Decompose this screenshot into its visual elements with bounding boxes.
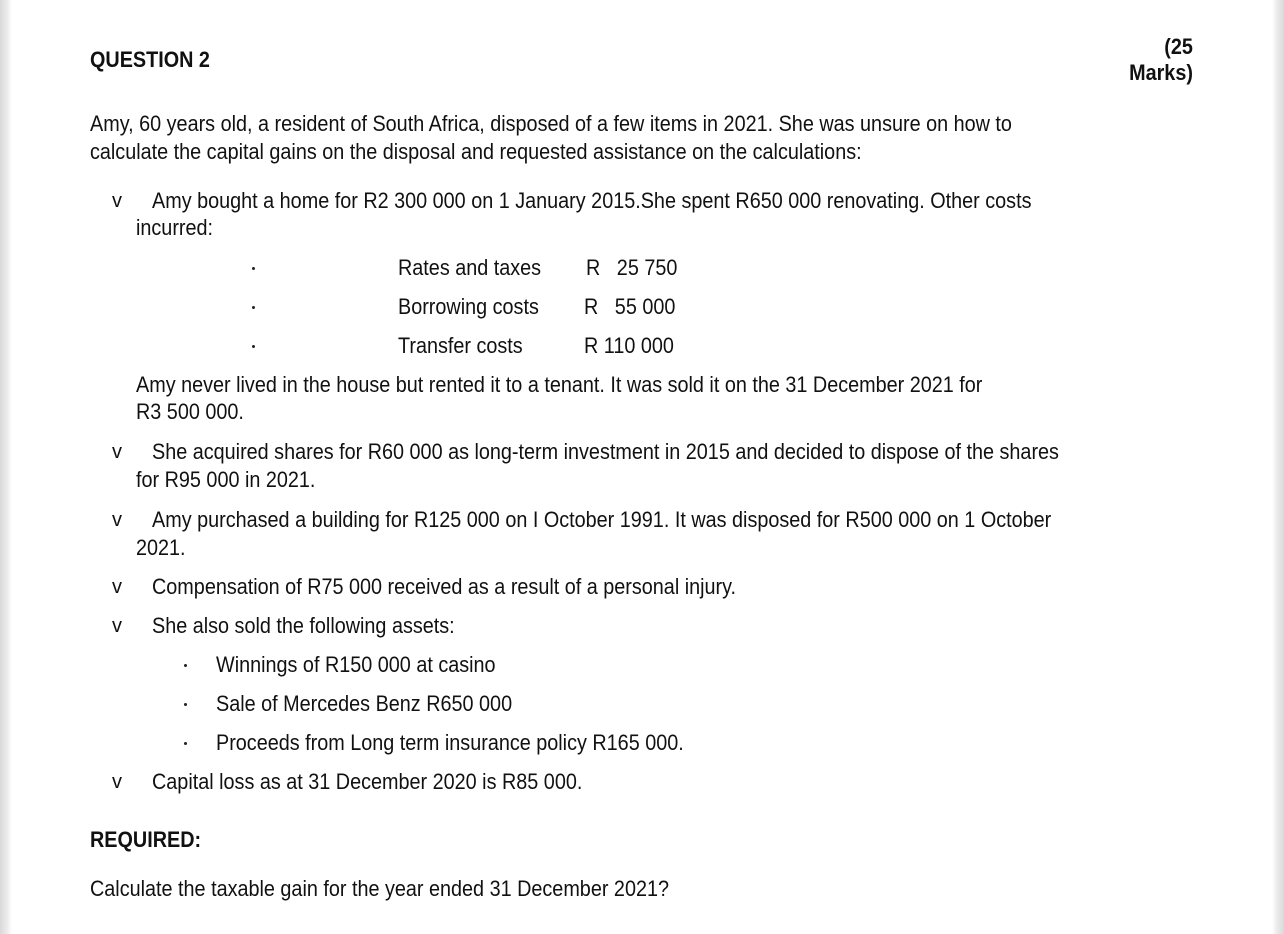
capital-loss-text: Capital loss as at 31 December 2020 is R85 000. [152, 769, 583, 794]
bullet-dot [184, 664, 187, 667]
asset-item: Winnings of R150 000 at casino [216, 652, 496, 677]
rented-line-1: Amy never lived in the house but rented it to a tenant. It was sold it on the 31 December 2021 for [136, 372, 983, 397]
bullet-marker: v [112, 771, 122, 793]
marks-line-1: (25 [1164, 34, 1193, 59]
bullet-marker: v [112, 509, 122, 531]
building-line-2: 2021. [136, 535, 186, 560]
home-line-1: Amy bought a home for R2 300 000 on 1 January 2015.She spent R650 000 renovating. Other costs [152, 188, 1032, 213]
home-line-2: incurred: [136, 215, 214, 240]
rented-line-2: R3 500 000. [136, 399, 244, 424]
bullet-marker: v [112, 190, 122, 212]
cost-value: R 110 000 [584, 333, 674, 358]
bullet-dot [252, 345, 255, 348]
bullet-dot [252, 267, 255, 270]
bullet-marker: v [112, 441, 122, 463]
assets-intro: She also sold the following assets: [152, 613, 455, 638]
intro-line-1: Amy, 60 years old, a resident of South Africa, disposed of a few items in 2021. She was unsure on how to [90, 111, 1012, 136]
marks-line-2: Marks) [1129, 60, 1193, 85]
bullet-dot [184, 703, 187, 706]
page-edge-left [0, 0, 12, 934]
question-title: QUESTION 2 [90, 47, 210, 72]
page-edge-right [1272, 0, 1284, 934]
cost-label: Transfer costs [398, 333, 523, 358]
cost-label: Rates and taxes [398, 255, 542, 280]
shares-line-1: She acquired shares for R60 000 as long-term investment in 2015 and decided to dispose of the shares [152, 439, 1059, 464]
required-text: Calculate the taxable gain for the year ended 31 December 2021? [90, 876, 669, 901]
cost-value: R 55 000 [584, 294, 676, 319]
building-line-1: Amy purchased a building for R125 000 on I October 1991. It was disposed for R500 000 on 1 October [152, 507, 1052, 532]
required-heading: REQUIRED: [90, 827, 202, 852]
cost-value: R 25 750 [586, 255, 678, 280]
compensation-text: Compensation of R75 000 received as a result of a personal injury. [152, 574, 737, 599]
intro-line-2: calculate the capital gains on the disposal and requested assistance on the calculations: [90, 139, 862, 164]
bullet-marker: v [112, 576, 122, 598]
shares-line-2: for R95 000 in 2021. [136, 467, 316, 492]
asset-item: Proceeds from Long term insurance policy R165 000. [216, 730, 684, 755]
bullet-dot [184, 742, 187, 745]
asset-item: Sale of Mercedes Benz R650 000 [216, 691, 513, 716]
marks-label [1129, 34, 1193, 86]
bullet-marker: v [112, 615, 122, 637]
bullet-dot [252, 306, 255, 309]
cost-label: Borrowing costs [398, 294, 539, 319]
